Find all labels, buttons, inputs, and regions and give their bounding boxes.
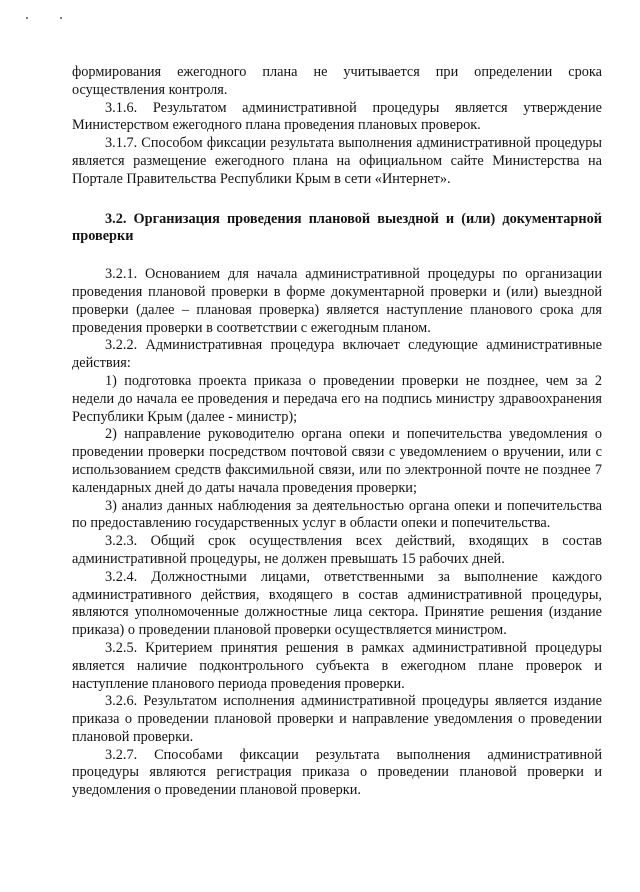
paragraph-3-2-2: 3.2.2. Административная процедура включает следующие административные действия: xyxy=(72,337,602,372)
paragraph-3-1-6: 3.1.6. Результатом административной процедуры является утверждение Министерством ежегодного плана проведения плановых проверок. xyxy=(72,99,602,134)
section-heading-3-2: 3.2. Организация проведения плановой выездной и (или) документарной проверки xyxy=(72,210,602,245)
paragraph-3-2-7: 3.2.7. Способами фиксации результата выполнения административной процедуры являются регистрация приказа о проведении плановой проверки и уведомления о проведении плановой проверки. xyxy=(72,746,602,799)
paragraph-3-2-3: 3.2.3. Общий срок осуществления всех действий, входящих в состав административной процедуры, не должен превышать 15 рабочих дней. xyxy=(72,533,602,567)
scan-dot xyxy=(60,17,62,19)
list-item-3: 3) анализ данных наблюдения за деятельностью органа опеки и попечительства по предоставлению государственных услуг в области опеки и попечительства. xyxy=(72,497,602,532)
paragraph-3-2-5: 3.2.5. Критерием принятия решения в рамках административной процедуры является наличие подконтрольного субъекта в ежегодном плане проверок и наступление планового периода проведения проверки. xyxy=(72,639,602,692)
list-item-1: 1) подготовка проекта приказа о проведении проверки не позднее, чем за 2 недели до начала ее проведения и передача его на подпись министру здравоохранения Республики Крым (далее - министр); xyxy=(72,372,602,425)
document-body xyxy=(72,64,602,800)
paragraph-3-1-7: 3.1.7. Способом фиксации результата выполнения административной процедуры является размещение ежегодного плана на официальном сайте Министерства на Портале Правительства Республики Крым в сети «Интернет». xyxy=(72,135,602,187)
paragraph-3-2-6: 3.2.6. Результатом исполнения административной процедуры является издание приказа о проведении плановой проверки и направление уведомления о проведении плановой проверки. xyxy=(72,693,602,745)
paragraph-3-2-1: 3.2.1. Основанием для начала административной процедуры по организации проведения плановой проверки в форме документарной проверки и (или) выездной проверки (далее – плановая проверка) является наступление планового срока для проведения проверки в соответствии с ежегодным планом. xyxy=(72,266,602,336)
list-item-2: 2) направление руководителю органа опеки и попечительства уведомления о проведении проверки посредством почтовой связи с уведомлением о вручении, или с использованием средств факсимильной связи, или по электронной почте не позднее 7 календарных дней до даты начала проведения проверки; xyxy=(72,426,602,496)
scan-dot xyxy=(26,17,28,19)
paragraph-3-2-4: 3.2.4. Должностными лицами, ответственными за выполнение каждого административного действия, входящего в состав административной процедуры, являются уполномоченные должностные лица сектора. Принятие решения (издание приказа) о проведении плановой проверки осуществляется министром. xyxy=(72,568,602,639)
paragraph-continuation: формирования ежегодного плана не учитывается при определении срока осуществления контроля. xyxy=(72,64,602,98)
